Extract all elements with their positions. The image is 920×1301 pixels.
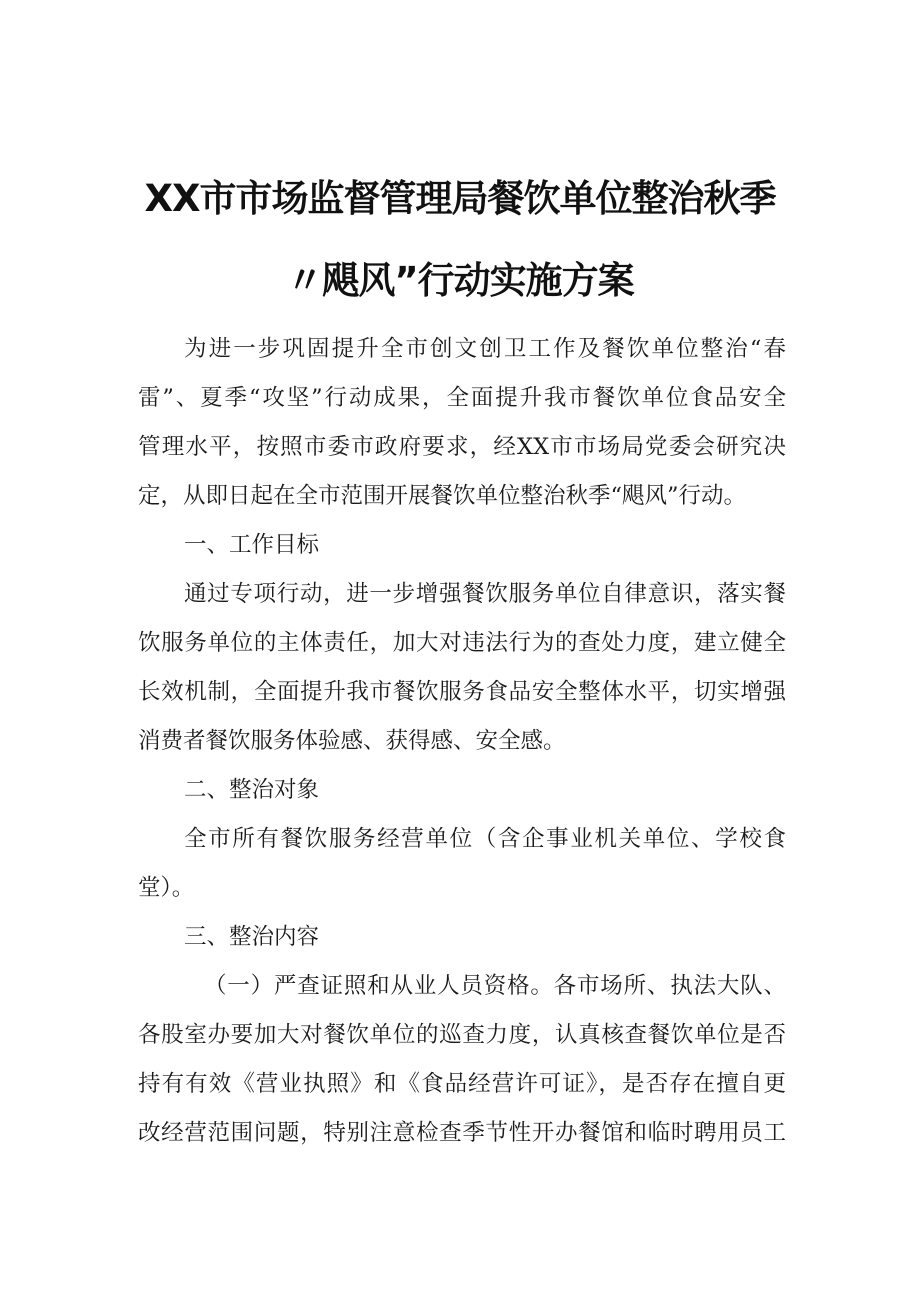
section3-line: 持有有效《营业执照》和《食品经营许可证》，是否存在擅自更	[138, 1071, 786, 1097]
section1-line: 长效机制，全面提升我市餐饮服务食品安全整体水平，切实增强	[138, 679, 786, 705]
document-title-line-1: XX市市场监督管理局餐饮单位整治秋季	[144, 177, 776, 220]
section-heading-goals: 一、工作目标	[184, 532, 320, 558]
intro-line: 定，从即日起在全市范围开展餐饮单位整治秋季“飓风”行动。	[138, 483, 747, 509]
section1-line: 通过专项行动，进一步增强餐饮服务单位自律意识，落实餐	[184, 581, 786, 607]
intro-line: 为进一步巩固提升全市创文创卫工作及餐饮单位整治“春	[184, 336, 786, 362]
section3-line: 改经营范围问题，特别注意检查季节性开办餐馆和临时聘用员工	[138, 1120, 786, 1146]
section2-line: 堂）。	[138, 875, 195, 901]
section2-line: 全市所有餐饮服务经营单位（含企事业机关单位、学校食	[184, 826, 786, 852]
document-title-line-2: 〃飓风”行动实施方案	[286, 259, 634, 302]
section-heading-content: 三、整治内容	[184, 924, 320, 950]
section3-line: （一）严查证照和从业人员资格。各市场所、执法大队、	[204, 973, 786, 999]
intro-line: 管理水平，按照市委市政府要求，经XX市市场局党委会研究决	[138, 434, 786, 460]
section1-line: 消费者餐饮服务体验感、获得感、安全感。	[138, 728, 566, 754]
intro-line: 雷”、夏季“攻坚”行动成果，全面提升我市餐饮单位食品安全	[138, 385, 786, 411]
section1-line: 饮服务单位的主体责任，加大对违法行为的查处力度，建立健全	[138, 630, 786, 656]
section3-line: 各股室办要加大对餐饮单位的巡查力度，认真核查餐饮单位是否	[138, 1022, 786, 1048]
section-heading-targets: 二、整治对象	[184, 777, 320, 803]
